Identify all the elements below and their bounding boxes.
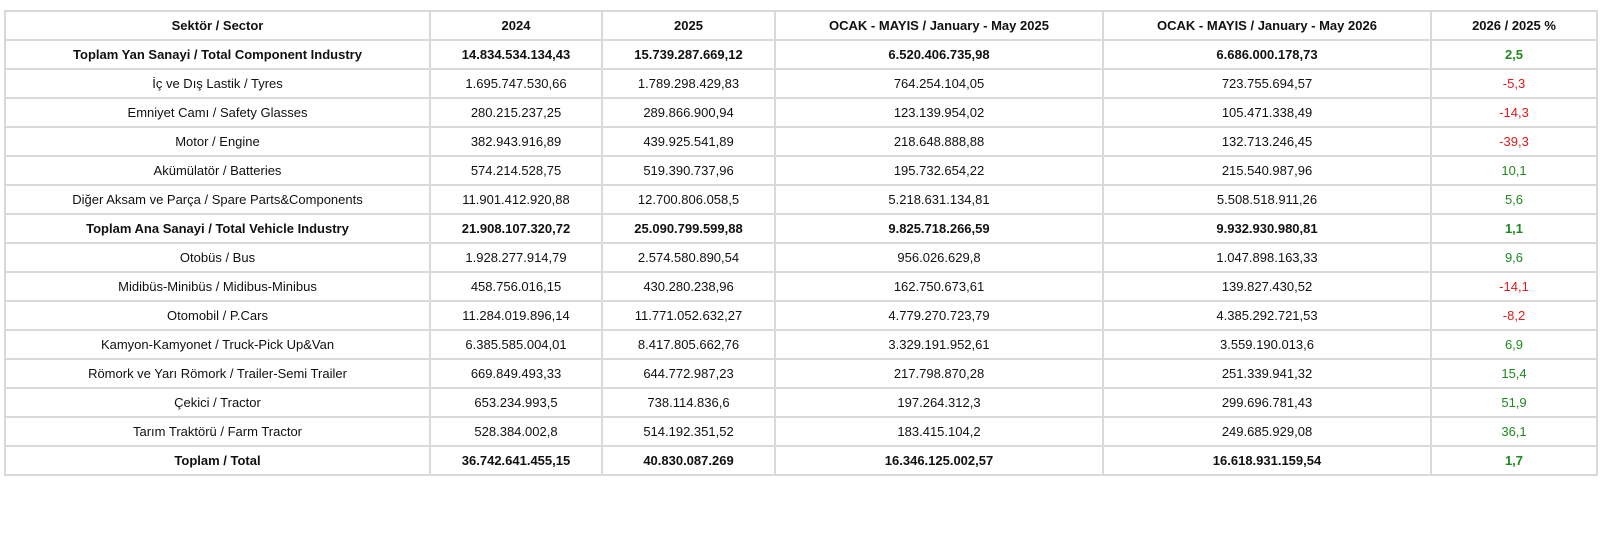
sector-name-cell: Diğer Aksam ve Parça / Spare Parts&Components <box>5 185 430 214</box>
value-2024-cell: 21.908.107.320,72 <box>430 214 602 243</box>
value-jan-may-2026-cell: 723.755.694,57 <box>1103 69 1431 98</box>
value-jan-may-2026-cell: 3.559.190.013,6 <box>1103 330 1431 359</box>
value-2024-cell: 669.849.493,33 <box>430 359 602 388</box>
value-2024-cell: 458.756.016,15 <box>430 272 602 301</box>
value-jan-may-2026-cell: 249.685.929,08 <box>1103 417 1431 446</box>
value-2024-cell: 528.384.002,8 <box>430 417 602 446</box>
table-row <box>5 98 1597 127</box>
value-2024-cell: 574.214.528,75 <box>430 156 602 185</box>
change-percent-cell: 51,9 <box>1431 388 1597 417</box>
value-jan-may-2026-cell: 132.713.246,45 <box>1103 127 1431 156</box>
sector-name-cell: Toplam Ana Sanayi / Total Vehicle Industry <box>5 214 430 243</box>
table-row <box>5 359 1597 388</box>
value-jan-may-2025-cell: 956.026.629,8 <box>775 243 1103 272</box>
change-percent-cell: 9,6 <box>1431 243 1597 272</box>
sector-export-table <box>4 10 1598 476</box>
value-jan-may-2026-cell: 139.827.430,52 <box>1103 272 1431 301</box>
table-body <box>5 40 1597 475</box>
table-row <box>5 40 1597 69</box>
value-jan-may-2025-cell: 197.264.312,3 <box>775 388 1103 417</box>
sector-name-cell: Römork ve Yarı Römork / Trailer-Semi Trailer <box>5 359 430 388</box>
value-jan-may-2026-cell: 16.618.931.159,54 <box>1103 446 1431 475</box>
header-2025: 2025 <box>602 11 775 40</box>
value-2024-cell: 653.234.993,5 <box>430 388 602 417</box>
sector-name-cell: Emniyet Camı / Safety Glasses <box>5 98 430 127</box>
table-row <box>5 127 1597 156</box>
value-jan-may-2025-cell: 162.750.673,61 <box>775 272 1103 301</box>
value-2024-cell: 280.215.237,25 <box>430 98 602 127</box>
change-percent-cell: 2,5 <box>1431 40 1597 69</box>
value-jan-may-2026-cell: 251.339.941,32 <box>1103 359 1431 388</box>
change-percent-cell: 15,4 <box>1431 359 1597 388</box>
value-2025-cell: 439.925.541,89 <box>602 127 775 156</box>
change-percent-cell: 36,1 <box>1431 417 1597 446</box>
sector-name-cell: Toplam / Total <box>5 446 430 475</box>
value-2024-cell: 6.385.585.004,01 <box>430 330 602 359</box>
table-row <box>5 272 1597 301</box>
value-2025-cell: 40.830.087.269 <box>602 446 775 475</box>
header-2024: 2024 <box>430 11 602 40</box>
value-jan-may-2025-cell: 123.139.954,02 <box>775 98 1103 127</box>
value-jan-may-2025-cell: 16.346.125.002,57 <box>775 446 1103 475</box>
value-jan-may-2025-cell: 183.415.104,2 <box>775 417 1103 446</box>
sector-name-cell: Akümülatör / Batteries <box>5 156 430 185</box>
header-jan-may-2025: OCAK - MAYIS / January - May 2025 <box>775 11 1103 40</box>
value-jan-may-2026-cell: 215.540.987,96 <box>1103 156 1431 185</box>
value-jan-may-2026-cell: 5.508.518.911,26 <box>1103 185 1431 214</box>
sector-name-cell: Midibüs-Minibüs / Midibus-Minibus <box>5 272 430 301</box>
sector-name-cell: Otobüs / Bus <box>5 243 430 272</box>
table-row <box>5 156 1597 185</box>
change-percent-cell: -39,3 <box>1431 127 1597 156</box>
table-row <box>5 446 1597 475</box>
value-2025-cell: 1.789.298.429,83 <box>602 69 775 98</box>
value-2025-cell: 738.114.836,6 <box>602 388 775 417</box>
value-2025-cell: 8.417.805.662,76 <box>602 330 775 359</box>
sector-name-cell: Kamyon-Kamyonet / Truck-Pick Up&Van <box>5 330 430 359</box>
table-row <box>5 243 1597 272</box>
sector-name-cell: Otomobil / P.Cars <box>5 301 430 330</box>
table-header <box>5 11 1597 40</box>
change-percent-cell: -5,3 <box>1431 69 1597 98</box>
value-2025-cell: 644.772.987,23 <box>602 359 775 388</box>
table-row <box>5 417 1597 446</box>
change-percent-cell: 5,6 <box>1431 185 1597 214</box>
change-percent-cell: 10,1 <box>1431 156 1597 185</box>
table-row <box>5 388 1597 417</box>
value-jan-may-2026-cell: 9.932.930.980,81 <box>1103 214 1431 243</box>
header-sector: Sektör / Sector <box>5 11 430 40</box>
change-percent-cell: -14,1 <box>1431 272 1597 301</box>
value-2024-cell: 14.834.534.134,43 <box>430 40 602 69</box>
table-row <box>5 301 1597 330</box>
change-percent-cell: 1,7 <box>1431 446 1597 475</box>
table-row <box>5 214 1597 243</box>
sector-name-cell: Toplam Yan Sanayi / Total Component Industry <box>5 40 430 69</box>
sector-name-cell: Motor / Engine <box>5 127 430 156</box>
value-2024-cell: 11.901.412.920,88 <box>430 185 602 214</box>
value-jan-may-2025-cell: 9.825.718.266,59 <box>775 214 1103 243</box>
value-2024-cell: 36.742.641.455,15 <box>430 446 602 475</box>
value-jan-may-2026-cell: 4.385.292.721,53 <box>1103 301 1431 330</box>
value-2025-cell: 25.090.799.599,88 <box>602 214 775 243</box>
value-jan-may-2025-cell: 764.254.104,05 <box>775 69 1103 98</box>
header-row <box>5 11 1597 40</box>
change-percent-cell: -14,3 <box>1431 98 1597 127</box>
change-percent-cell: 1,1 <box>1431 214 1597 243</box>
value-jan-may-2026-cell: 6.686.000.178,73 <box>1103 40 1431 69</box>
sector-name-cell: Çekici / Tractor <box>5 388 430 417</box>
value-2024-cell: 1.928.277.914,79 <box>430 243 602 272</box>
table-row <box>5 69 1597 98</box>
sector-name-cell: Tarım Traktörü / Farm Tractor <box>5 417 430 446</box>
header-change-percent: 2026 / 2025 % <box>1431 11 1597 40</box>
change-percent-cell: -8,2 <box>1431 301 1597 330</box>
sector-table-container <box>4 10 1596 476</box>
value-2025-cell: 289.866.900,94 <box>602 98 775 127</box>
value-2024-cell: 11.284.019.896,14 <box>430 301 602 330</box>
value-jan-may-2025-cell: 5.218.631.134,81 <box>775 185 1103 214</box>
value-2025-cell: 15.739.287.669,12 <box>602 40 775 69</box>
value-jan-may-2025-cell: 195.732.654,22 <box>775 156 1103 185</box>
value-2025-cell: 11.771.052.632,27 <box>602 301 775 330</box>
value-2025-cell: 430.280.238,96 <box>602 272 775 301</box>
sector-name-cell: İç ve Dış Lastik / Tyres <box>5 69 430 98</box>
value-jan-may-2025-cell: 218.648.888,88 <box>775 127 1103 156</box>
header-jan-may-2026: OCAK - MAYIS / January - May 2026 <box>1103 11 1431 40</box>
table-row <box>5 330 1597 359</box>
value-jan-may-2025-cell: 3.329.191.952,61 <box>775 330 1103 359</box>
value-2024-cell: 1.695.747.530,66 <box>430 69 602 98</box>
value-jan-may-2025-cell: 217.798.870,28 <box>775 359 1103 388</box>
value-jan-may-2026-cell: 105.471.338,49 <box>1103 98 1431 127</box>
value-2025-cell: 514.192.351,52 <box>602 417 775 446</box>
value-jan-may-2025-cell: 4.779.270.723,79 <box>775 301 1103 330</box>
value-jan-may-2026-cell: 299.696.781,43 <box>1103 388 1431 417</box>
table-row <box>5 185 1597 214</box>
value-jan-may-2026-cell: 1.047.898.163,33 <box>1103 243 1431 272</box>
value-2025-cell: 519.390.737,96 <box>602 156 775 185</box>
value-2024-cell: 382.943.916,89 <box>430 127 602 156</box>
change-percent-cell: 6,9 <box>1431 330 1597 359</box>
value-2025-cell: 2.574.580.890,54 <box>602 243 775 272</box>
value-2025-cell: 12.700.806.058,5 <box>602 185 775 214</box>
value-jan-may-2025-cell: 6.520.406.735,98 <box>775 40 1103 69</box>
